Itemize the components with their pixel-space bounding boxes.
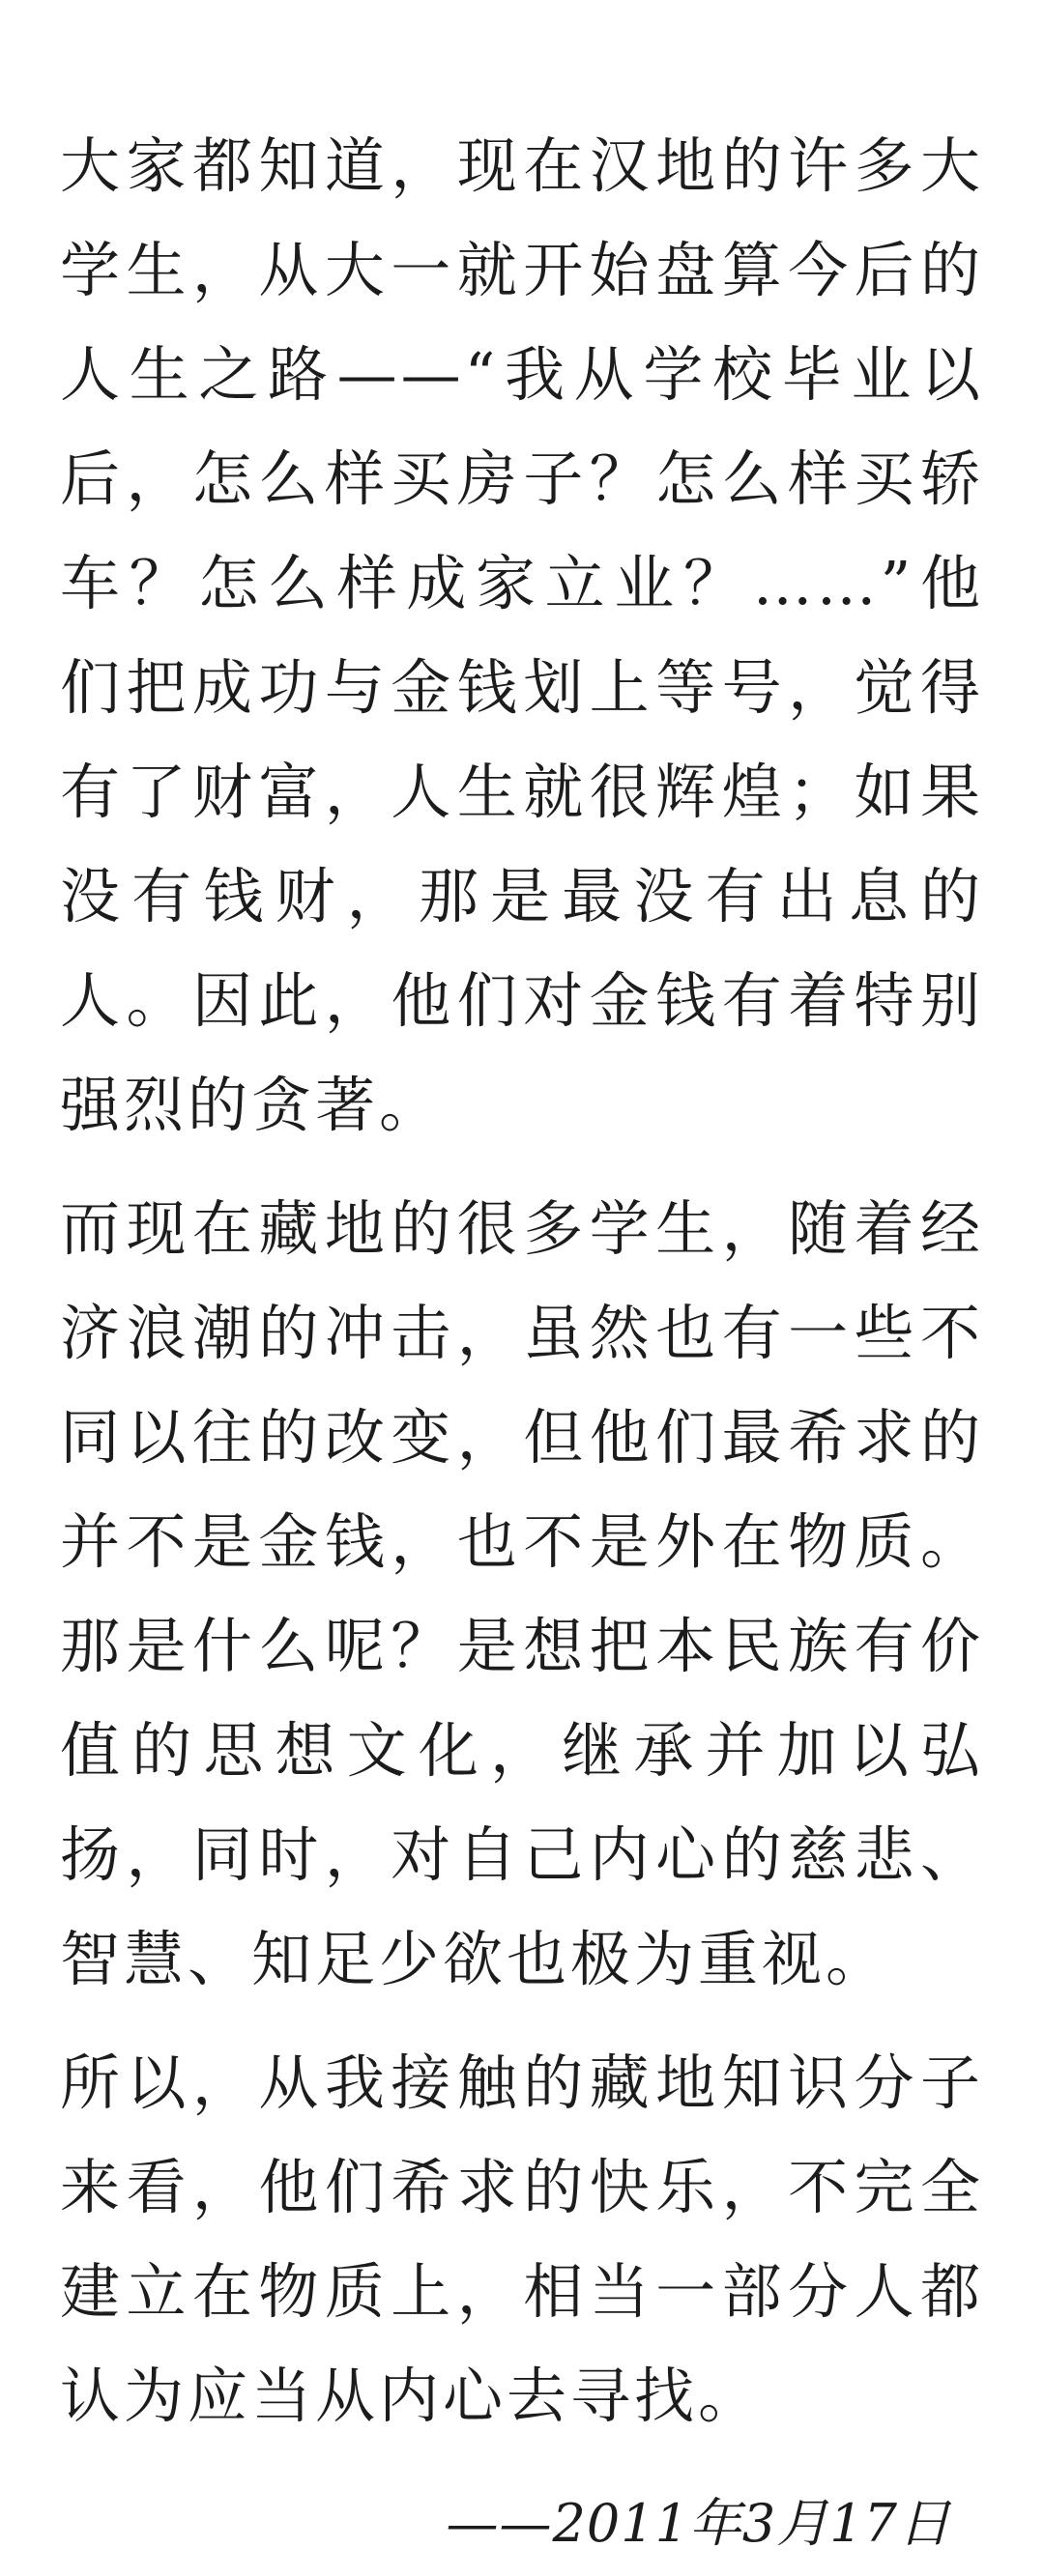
paragraph-3: 所以，从我接触的藏地知识分子来看，他们希求的快乐，不完全建立在物质上，相当一部分人都认为应当从内心去寻找。	[60, 2047, 984, 2431]
date-signature: ——2011年3月17日	[446, 2493, 951, 2554]
paragraph-2: 而现在藏地的很多学生，随着经济浪潮的冲击，虽然也有一些不同以往的改变，但他们最希求的并不是金钱，也不是外在物质。那是什么呢？是想把本民族有价值的思想文化，继承并加以弘扬，同时，对自己内心的慈悲、智慧、知足少欲也极为重视。	[60, 1193, 984, 1994]
paragraph-1: 大家都知道，现在汉地的许多大学生，从大一就开始盘算今后的人生之路——“我从学校毕业以后，怎么样买房子？怎么样买轿车？怎么样成家立业？……”他们把成功与金钱划上等号，觉得有了财富，人生就很辉煌；如果没有钱财，那是最没有出息的人。因此，他们对金钱有着特别强烈的贪著。	[60, 130, 984, 1140]
